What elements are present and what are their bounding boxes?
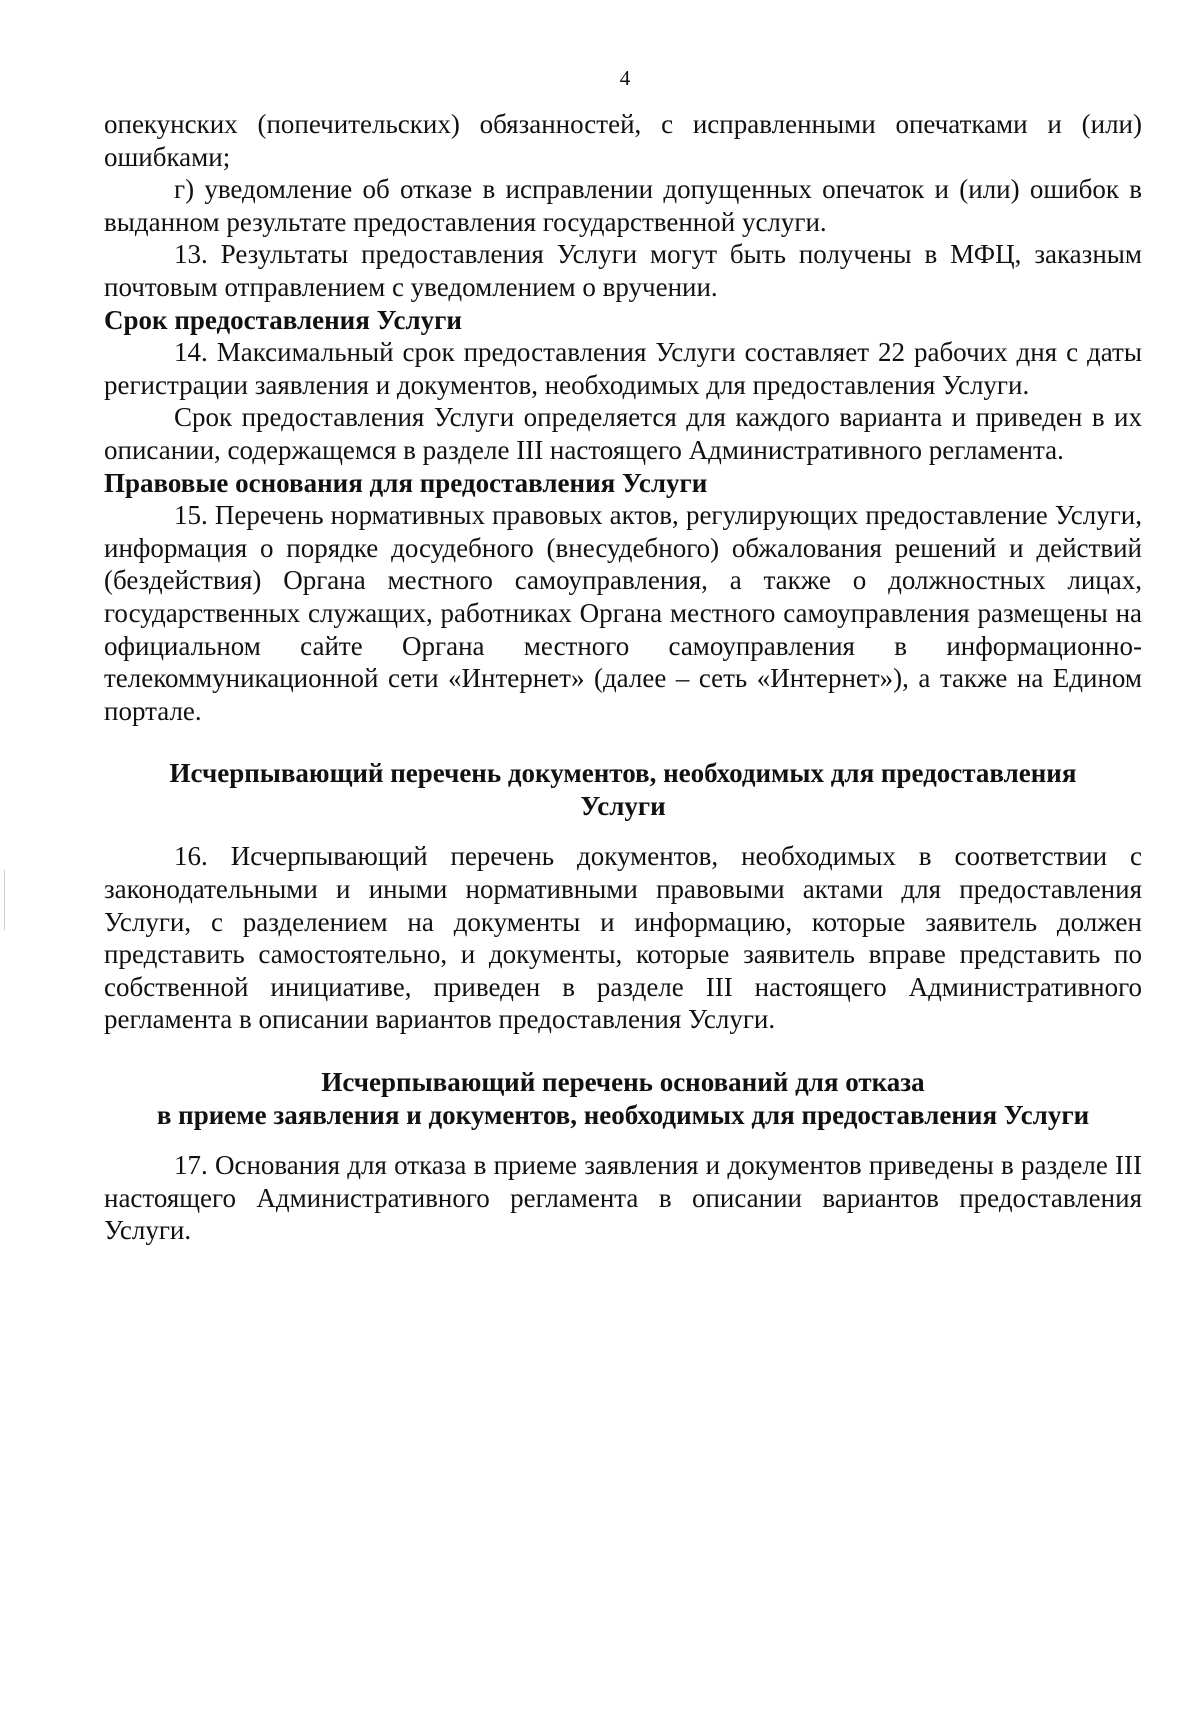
paragraph-term-details: Срок предоставления Услуги определяется для каждого варианта и приведен в их описании, содержащемся в разделе III настоящего Административного регламента. — [104, 402, 1142, 465]
paragraph-17: 17. Основания для отказа в приеме заявления и документов приведены в разделе III настоящего Административного регламента в описании вариантов предоставления Услуги. — [104, 1150, 1142, 1246]
scan-artifact-line — [4, 870, 5, 930]
section-heading-refusal-grounds — [104, 1066, 1142, 1131]
paragraph-13: 13. Результаты предоставления Услуги могут быть получены в МФЦ, заказным почтовым отправлением с уведомлением о вручении. — [104, 239, 1142, 302]
paragraph-continuation: опекунских (попечительских) обязанностей, с исправленными опечатками и (или) ошибками; — [104, 109, 1142, 172]
section-heading-documents-line2: Услуги — [580, 790, 666, 821]
paragraph-15: 15. Перечень нормативных правовых актов, регулирующих предоставление Услуги, информация о порядке досудебного (внесудебного) обжалования решений и действий (бездействия) Органа местного самоуправления, а также о должностных лицах, государственных служащих, работниках Органа местного самоуправления размещены на официальном сайте Органа местного самоуправления в информационно-телекоммуникационной сети «Интернет» (далее – сеть «Интернет»), а также на Едином портале. — [104, 500, 1142, 726]
section-heading-refusal-grounds-line2: в приеме заявления и документов, необходимых для предоставления Услуги — [156, 1099, 1090, 1130]
section-heading-refusal-grounds-line1: Исчерпывающий перечень оснований для отказа — [321, 1067, 925, 1098]
document-body — [104, 108, 1142, 1247]
paragraph-item-g: г) уведомление об отказе в исправлении допущенных опечаток и (или) ошибок в выданном результате предоставления государственной услуги. — [104, 174, 1142, 237]
paragraph-14: 14. Максимальный срок предоставления Услуги составляет 22 рабочих дня с даты регистрации заявления и документов, необходимых для предоставления Услуги. — [104, 337, 1142, 400]
section-heading-documents-line1: Исчерпывающий перечень документов, необходимых для предоставления — [169, 758, 1077, 789]
page-number: 4 — [619, 66, 631, 90]
section-heading-legal-basis: Правовые основания для предоставления Услуги — [104, 467, 708, 498]
section-heading-documents — [104, 757, 1142, 822]
paragraph-16: 16. Исчерпывающий перечень документов, необходимых в соответствии с законодательными и иными нормативными правовыми актами для предоставления Услуги, с разделением на документы и информацию, которые заявитель должен представить самостоятельно, и документы, которые заявитель вправе представить по собственной инициативе, приведен в разделе III настоящего Административного регламента в описании вариантов предоставления Услуги. — [104, 841, 1142, 1035]
section-heading-term: Срок предоставления Услуги — [104, 304, 462, 335]
